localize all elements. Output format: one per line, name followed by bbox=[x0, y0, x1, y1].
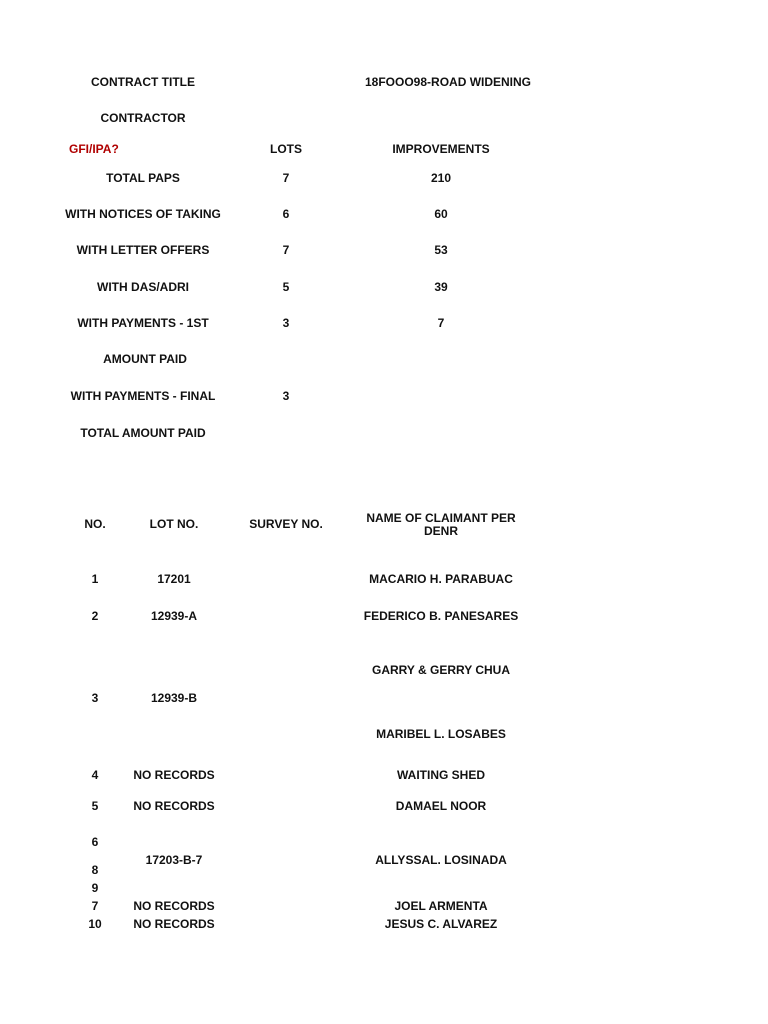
summary-row-label: WITH PAYMENTS - FINAL bbox=[70, 389, 216, 403]
claimant-lot: 12939-B bbox=[150, 691, 198, 705]
summary-row-label: WITH NOTICES OF TAKING bbox=[65, 207, 221, 221]
claimant-name: JESUS C. ALVAREZ bbox=[384, 917, 498, 931]
claimant-lot: 12939-A bbox=[150, 609, 198, 623]
claimant-lot: NO RECORDS bbox=[133, 799, 215, 813]
summary-row-label: TOTAL PAPS bbox=[106, 171, 180, 185]
summary-row-lots: 7 bbox=[282, 243, 290, 257]
claimant-no: 8 bbox=[91, 863, 99, 877]
summary-row-lots: 5 bbox=[282, 280, 290, 294]
summary-row-improvements: 210 bbox=[430, 171, 452, 185]
claimant-lot: 17201 bbox=[157, 572, 191, 586]
summary-row-improvements: 7 bbox=[437, 316, 445, 330]
claimant-name: MARIBEL L. LOSABES bbox=[376, 727, 506, 741]
lot-no-column-header: LOT NO. bbox=[149, 517, 199, 531]
claimant-name: WAITING SHED bbox=[396, 768, 486, 782]
summary-row-lots: 6 bbox=[282, 207, 290, 221]
claimant-lot: 17203-B-7 bbox=[145, 853, 203, 867]
contractor-label: CONTRACTOR bbox=[100, 111, 186, 125]
claimant-name-header-line1: NAME OF CLAIMANT PER bbox=[366, 511, 516, 525]
claimant-no: 7 bbox=[91, 899, 99, 913]
claimant-no: 6 bbox=[91, 835, 99, 849]
summary-row-improvements: 60 bbox=[434, 207, 448, 221]
summary-row-label: WITH LETTER OFFERS bbox=[76, 243, 210, 257]
summary-row-label: TOTAL AMOUNT PAID bbox=[80, 426, 206, 440]
contract-title-label: CONTRACT TITLE bbox=[91, 75, 195, 89]
claimant-name: DAMAEL NOOR bbox=[395, 799, 487, 813]
claimant-lot: NO RECORDS bbox=[133, 768, 215, 782]
summary-row-lots: 7 bbox=[282, 171, 290, 185]
claimant-no: 9 bbox=[91, 881, 99, 895]
summary-row-label: WITH DAS/ADRI bbox=[97, 280, 189, 294]
summary-row-lots: 3 bbox=[282, 389, 290, 403]
summary-row-label: AMOUNT PAID bbox=[103, 352, 187, 366]
claimant-no: 5 bbox=[91, 799, 99, 813]
claimant-name: GARRY & GERRY CHUA bbox=[371, 663, 511, 677]
contract-title-value: 18FOOO98-ROAD WIDENING bbox=[365, 75, 532, 89]
summary-row-label: WITH PAYMENTS - 1ST bbox=[77, 316, 209, 330]
gfi-ipa-label: GFI/IPA? bbox=[69, 142, 119, 156]
summary-row-improvements: 53 bbox=[434, 243, 448, 257]
claimant-no: 1 bbox=[91, 572, 99, 586]
claimant-no: 4 bbox=[91, 768, 99, 782]
claimant-name: ALLYSSAL. LOSINADA bbox=[375, 853, 507, 867]
no-column-header: NO. bbox=[84, 517, 106, 531]
lots-column-header: LOTS bbox=[270, 142, 302, 156]
claimant-name-header-line2: DENR bbox=[423, 524, 459, 538]
claimant-no: 3 bbox=[91, 691, 99, 705]
claimant-no: 10 bbox=[88, 917, 102, 931]
claimant-name: FEDERICO B. PANESARES bbox=[363, 609, 519, 623]
survey-no-column-header: SURVEY NO. bbox=[249, 517, 323, 531]
improvements-column-header: IMPROVEMENTS bbox=[392, 142, 490, 156]
claimant-no: 2 bbox=[91, 609, 99, 623]
claimant-name: JOEL ARMENTA bbox=[394, 899, 488, 913]
claimant-name: MACARIO H. PARABUAC bbox=[369, 572, 513, 586]
summary-row-lots: 3 bbox=[282, 316, 290, 330]
claimant-lot: NO RECORDS bbox=[133, 899, 215, 913]
summary-row-improvements: 39 bbox=[434, 280, 448, 294]
claimant-lot: NO RECORDS bbox=[133, 917, 215, 931]
